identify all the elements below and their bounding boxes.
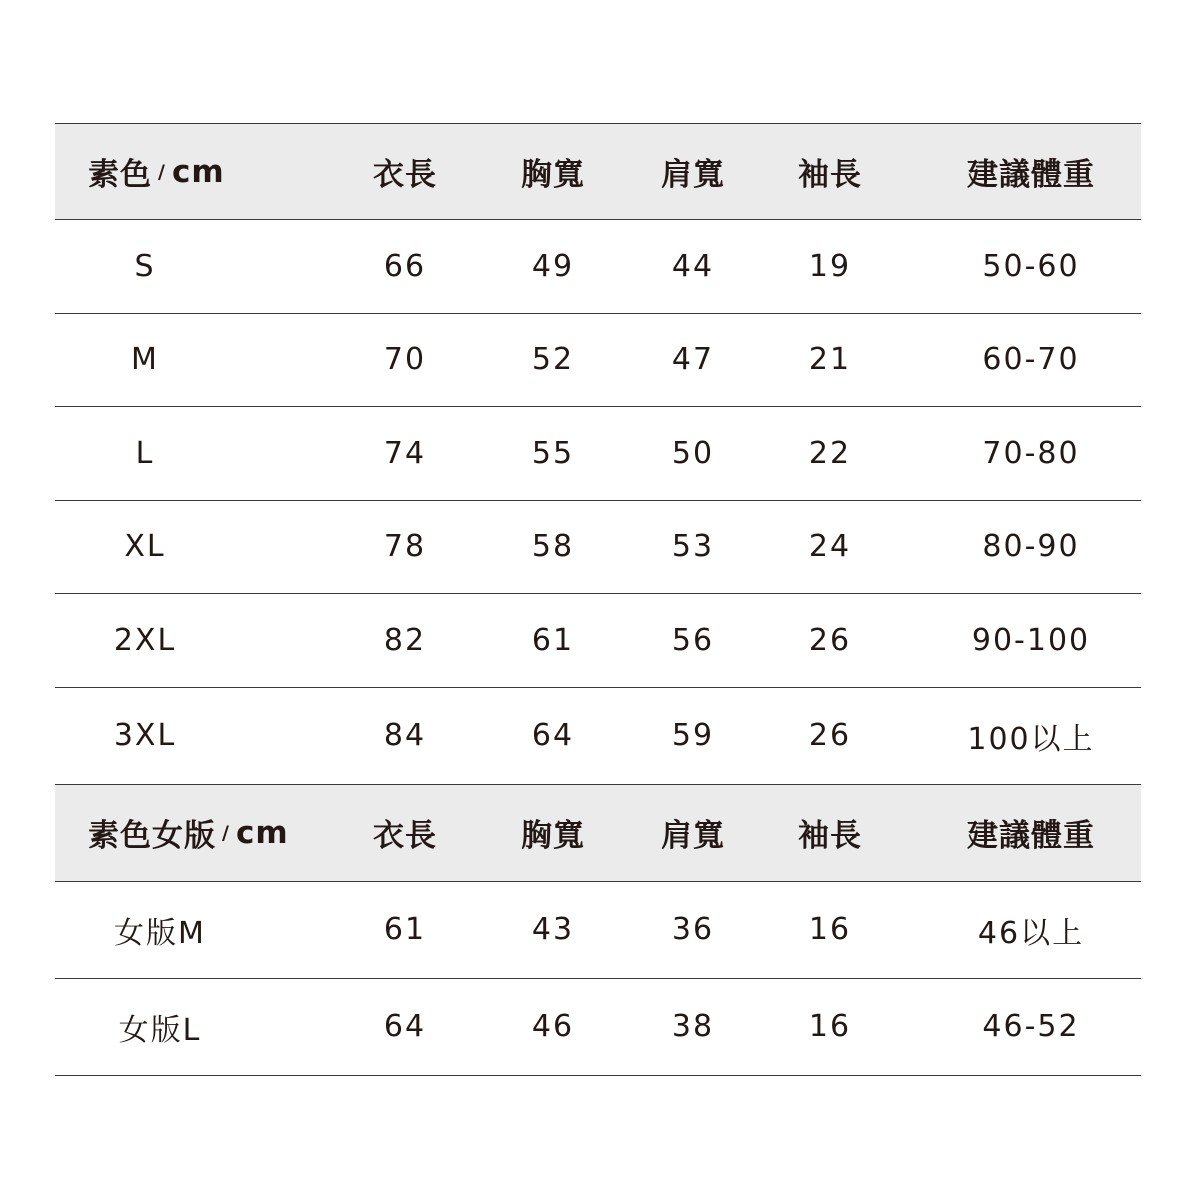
table-row [55,979,1141,1076]
weight-cell: 46-52 [982,1009,1080,1044]
shoulder-cell: 36 [671,912,715,947]
chest-cell: 46 [531,1009,575,1044]
size-cell: L [135,435,155,471]
size-cell: 女版M [114,915,206,951]
weight-cell: 50-60 [982,248,1080,284]
size-cell: XL [124,529,166,565]
column-header-length: 衣長 [373,818,437,854]
column-header-weight: 建議體重 [967,818,1095,854]
table-row [55,501,1141,595]
chest-cell: 61 [531,622,575,658]
sleeve-cell: 26 [808,718,852,753]
table-row [55,594,1141,688]
column-header-shoulder: 肩寬 [661,157,725,193]
header-label-cell [55,785,289,881]
table-row [55,688,1141,785]
sleeve-cell: 26 [808,622,852,658]
shoulder-cell: 47 [671,342,715,378]
length-cell: 78 [383,529,427,565]
column-header-sleeve: 袖長 [798,157,862,193]
length-cell: 84 [383,718,427,753]
shoulder-cell: 44 [671,248,715,284]
table-row [55,314,1141,408]
header-slash: / [222,821,230,844]
weight-cell: 90-100 [971,622,1091,658]
shoulder-cell: 50 [671,435,715,471]
chest-cell: 52 [531,342,575,378]
weight-cell: 100以上 [967,721,1095,757]
size-cell: 3XL [113,718,177,753]
header-unit: cm [235,814,289,851]
shoulder-cell: 53 [671,529,715,565]
sleeve-cell: 22 [808,435,852,471]
size-cell: 女版L [118,1012,202,1048]
header-unit: cm [171,153,225,190]
size-cell: M [131,342,159,378]
table-header-unisex [55,123,1141,220]
weight-cell: 80-90 [982,529,1080,565]
chest-cell: 64 [531,718,575,753]
table-row [55,220,1141,314]
table-row [55,882,1141,979]
header-slash: / [158,160,166,183]
weight-cell: 60-70 [982,342,1080,378]
sleeve-cell: 24 [808,529,852,565]
chest-cell: 49 [531,248,575,284]
table-row [55,407,1141,501]
weight-cell: 70-80 [982,435,1080,471]
header-label: 素色女版 [88,818,216,854]
chest-cell: 55 [531,435,575,471]
sleeve-cell: 16 [808,1009,852,1044]
header-label: 素色 [88,157,152,193]
shoulder-cell: 59 [671,718,715,753]
sleeve-cell: 21 [808,342,852,378]
column-header-shoulder: 肩寬 [661,818,725,854]
table-header-women [55,785,1141,882]
chest-cell: 43 [531,912,575,947]
weight-cell: 46以上 [977,915,1085,951]
length-cell: 61 [383,912,427,947]
sleeve-cell: 19 [808,248,852,284]
sleeve-cell: 16 [808,912,852,947]
length-cell: 70 [383,342,427,378]
column-header-chest: 胸寬 [521,157,585,193]
length-cell: 74 [383,435,427,471]
length-cell: 66 [383,248,427,284]
size-cell: S [134,248,156,284]
shoulder-cell: 38 [671,1009,715,1044]
column-header-sleeve: 袖長 [798,818,862,854]
column-header-length: 衣長 [373,157,437,193]
shoulder-cell: 56 [671,622,715,658]
column-header-weight: 建議體重 [967,157,1095,193]
chest-cell: 58 [531,529,575,565]
length-cell: 64 [383,1009,427,1044]
length-cell: 82 [383,622,427,658]
size-chart [55,123,1141,1076]
header-label-cell [55,124,268,219]
column-header-chest: 胸寬 [521,818,585,854]
size-cell: 2XL [113,622,177,658]
